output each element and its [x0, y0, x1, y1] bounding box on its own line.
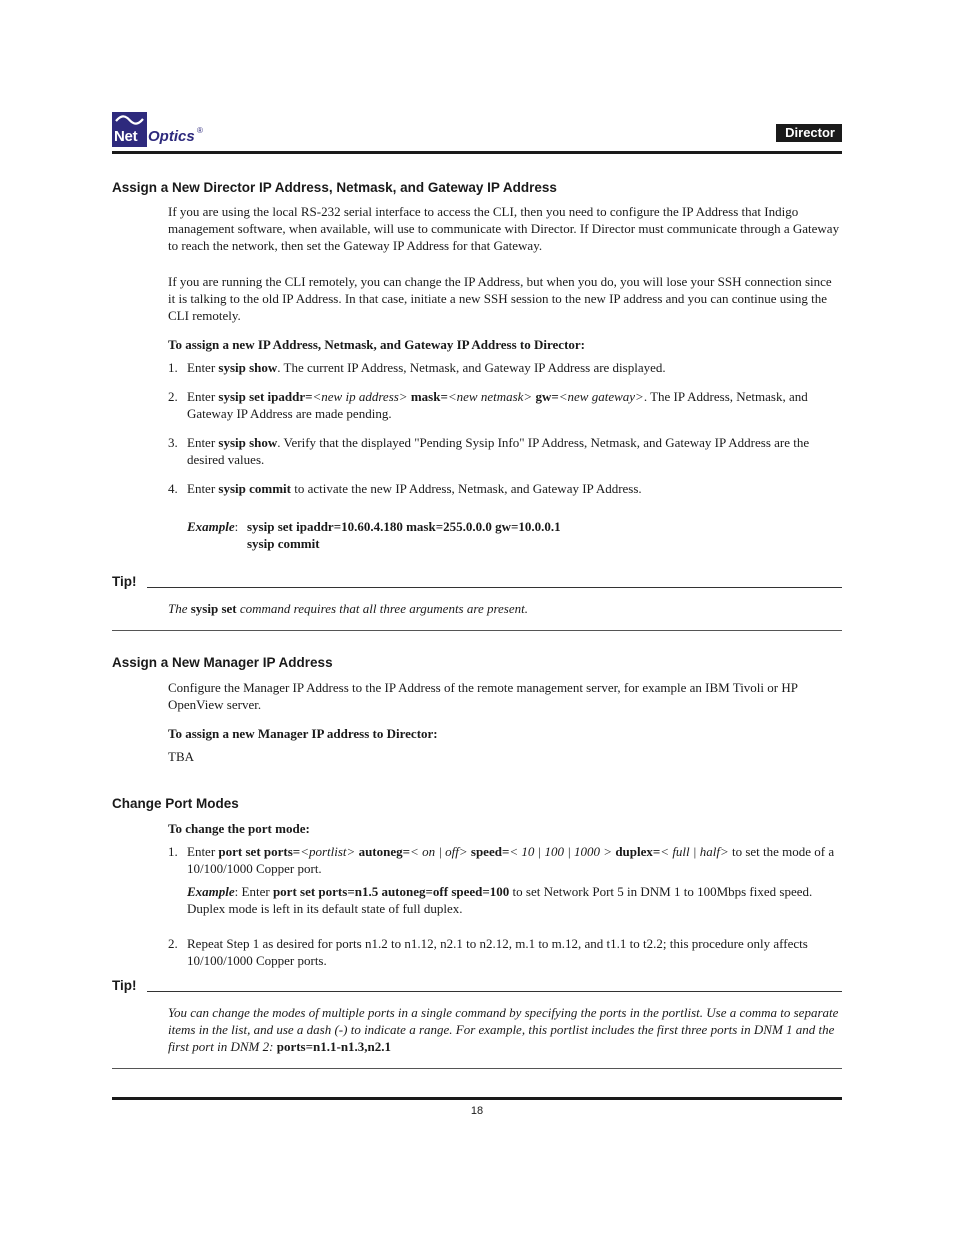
step-number: 3.	[168, 435, 178, 450]
paragraph-serial-interface: If you are using the local RS-232 serial interface to access the CLI, then you need to configure the IP Address that Indigo management software, when available, will use to communicate with Director. If Director must communicate through a Gateway to reach the network, then set the Gateway IP Address for that Gateway.	[168, 204, 840, 253]
tip-bottom-rule	[112, 630, 842, 631]
step-number: 2.	[168, 936, 178, 951]
procedure-heading-director-ip: To assign a new IP Address, Netmask, and Gateway IP Address to Director:	[168, 337, 585, 352]
example-label: Example	[187, 519, 235, 534]
page-header	[112, 112, 842, 154]
logo-net-text: Net	[114, 128, 138, 145]
logo-mark	[112, 112, 147, 147]
paragraph-remote-cli: If you are running the CLI remotely, you can change the IP Address, but when you do, you will lose your SSH connection since it is talking to the old IP Address. In that case, initiate a new SSH session to the new IP address and you can continue using the CLI remotely.	[168, 274, 832, 323]
tip-label: Tip!	[112, 574, 137, 589]
logo-optics-text: Optics	[148, 128, 195, 145]
section-heading-manager-ip: Assign a New Manager IP Address	[112, 655, 333, 670]
step-text: Enter sysip set ipaddr=<new ip address> mask=<new netmask> gw=<new gateway>. The IP Address, Netmask, and Gateway IP Address are made pending.	[187, 389, 808, 421]
wave-icon	[115, 115, 144, 125]
tip-top-rule	[147, 991, 842, 992]
step-text: Enter sysip show. The current IP Address, Netmask, and Gateway IP Address are displayed.	[187, 360, 666, 375]
section-heading-port-modes: Change Port Modes	[112, 796, 239, 811]
example-command-2: sysip commit	[247, 536, 320, 551]
port-example: Example: Enter port set ports=n1.5 autoneg=off speed=100 to set Network Port 5 in DNM 1 to 100Mbps fixed speed. Duplex mode is left in its default state of full duplex.	[187, 884, 813, 916]
step-text: Repeat Step 1 as desired for ports n1.2 to n1.12, n2.1 to n2.12, m.1 to m.12, and t1.1 to t2.2; this procedure only affects 10/100/1000 Copper ports.	[187, 936, 808, 968]
footer-rule	[112, 1097, 842, 1100]
step-number: 4.	[168, 481, 178, 496]
procedure-heading-port-mode: To change the port mode:	[168, 821, 310, 836]
tip-top-rule	[147, 587, 842, 588]
step-number: 1.	[168, 844, 178, 859]
logo-registered-mark: ®	[197, 126, 203, 135]
step-text: Enter sysip show. Verify that the displayed "Pending Sysip Info" IP Address, Netmask, and Gateway IP Address are the desired values.	[187, 435, 810, 467]
step-number: 2.	[168, 389, 178, 404]
tip-text: The sysip set command requires that all three arguments are present.	[168, 601, 529, 616]
header-rule	[112, 151, 842, 154]
tip-bottom-rule	[112, 1068, 842, 1069]
step-text: Enter port set ports=<portlist> autoneg=< on | off> speed=< 10 | 100 | 1000 > duplex=< full | half> to set the mode of a 10/100/1000 Copper port.	[187, 844, 835, 876]
example-block: Example:	[187, 519, 239, 534]
example-command-1: sysip set ipaddr=10.60.4.180 mask=255.0.0.0 gw=10.0.0.1	[247, 519, 561, 534]
tip-text: You can change the modes of multiple ports in a single command by specifying the ports in the portlist. Use a comma to separate items in the list, and use a dash (-) to indicate a range. For example, this portlist includes the first three ports in DNM 1 and the first port in DNM 2: ports=n1.1-n1.3,n2.1	[168, 1005, 839, 1054]
tba-text: TBA	[168, 749, 194, 764]
section-heading-director-ip: Assign a New Director IP Address, Netmask, and Gateway IP Address	[112, 180, 557, 195]
tip-label: Tip!	[112, 978, 137, 993]
paragraph-manager-ip: Configure the Manager IP Address to the IP Address of the remote management server, for example an IBM Tivoli or HP OpenView server.	[168, 680, 798, 712]
page-number: 18	[470, 1105, 484, 1117]
step-text: Enter sysip commit to activate the new IP Address, Netmask, and Gateway IP Address.	[187, 481, 642, 496]
procedure-heading-manager-ip: To assign a new Manager IP address to Director:	[168, 726, 438, 741]
product-badge: Director	[776, 124, 842, 142]
netoptics-logo	[112, 112, 242, 150]
step-number: 1.	[168, 360, 178, 375]
